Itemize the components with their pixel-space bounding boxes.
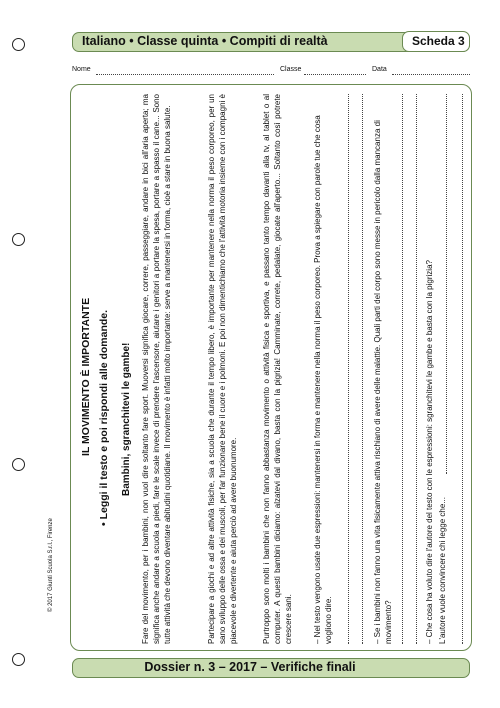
- binder-hole: [12, 38, 25, 51]
- question-3-continuation: L'autore vuole convincere chi legge che...: [438, 497, 447, 644]
- worksheet-content: [80, 94, 475, 644]
- answer-line[interactable]: [348, 94, 349, 644]
- data-label: Data: [372, 66, 387, 73]
- classe-field[interactable]: [304, 74, 366, 75]
- binder-hole: [12, 458, 25, 471]
- page-title: Italiano • Classe quinta • Compiti di realtà: [82, 34, 328, 48]
- footer-text: Dossier n. 3 – 2017 – Verifiche finali: [144, 660, 356, 674]
- text-paragraph: Fare del movimento, per i bambini, non vuol dire soltanto fare sport. Muoversi significa giocare, correre, passeggiare, andare in bici all'aria aperta; ma significa anche andare a scuola a piedi, fare le scale invece di prendere l'ascensore, aiutare i genitori a portare la spesa, portare a spasso il cane... Sono tutte attività che devono diventare abitudini quotidiane. Il movimento è infatti molto importante: serve a mantenersi in forma, cioè a stare in buona salute.: [141, 94, 172, 644]
- copyright-note: © 2017 Giunti Scuola S.r.l., Firenze: [48, 518, 54, 612]
- data-field[interactable]: [392, 74, 470, 75]
- binder-hole: [12, 233, 25, 246]
- question-2: – Se i bambini non fanno una vita fisicamente attiva rischiano di avere delle malattie. Quali parti del corpo sono messe in pericolo dalla mancanza di movimento?: [373, 120, 393, 644]
- exercise-title: IL MOVIMENTO È IMPORTANTE: [80, 297, 92, 456]
- answer-line[interactable]: [416, 94, 417, 644]
- nome-field[interactable]: [96, 74, 274, 75]
- nome-label: Nome: [72, 66, 91, 73]
- question-1: – Nel testo vengono usate due espressioni: mantenersi in forma e mantenere nella norma il peso corporeo. Prova a spiegare con parole tue che cosa vogliono dire.: [313, 115, 333, 644]
- answer-line[interactable]: [402, 94, 403, 644]
- exercise-instruction: • Leggi il testo e poi rispondi alle domande.: [98, 309, 110, 526]
- text-subtitle: Bambini, sgranchitevi le gambe!: [121, 342, 132, 496]
- answer-line[interactable]: [462, 94, 463, 644]
- answer-line[interactable]: [362, 94, 363, 644]
- answer-line[interactable]: [446, 94, 447, 474]
- text-paragraph: Purtroppo sono molti i bambini che non fanno abbastanza movimento o attività fisica e sportiva, e passano tanto tempo davanti alla tv, al tablet o al computer. A questi bambini diciamo: alzatevi dal divano, basta con la pigrizia! Camminate, correte, pedalate, giocate all'aperto... Soltanto così potrete crescere sani.: [262, 94, 293, 644]
- text-paragraph: Partecipare a giochi e ad altre attività fisiche, sia a scuola che durante il tempo libero, è importante per mantenere nella norma il peso corporeo, per un sano sviluppo delle ossa e dei muscoli, per far funzionare bene il cuore e i polmoni. E poi non dimentichiamo che l'attività motoria insieme con i compagni è piacevole e divertente e aiuta perciò ad avere buonumore.: [207, 94, 238, 644]
- classe-label: Classe: [280, 66, 302, 73]
- question-3: – Che cosa ha voluto dire l'autore del testo con le espressioni: sgranchitevi le gambe e basta con la pigrizia?: [425, 260, 434, 644]
- scheda-label: Scheda 3: [412, 34, 465, 48]
